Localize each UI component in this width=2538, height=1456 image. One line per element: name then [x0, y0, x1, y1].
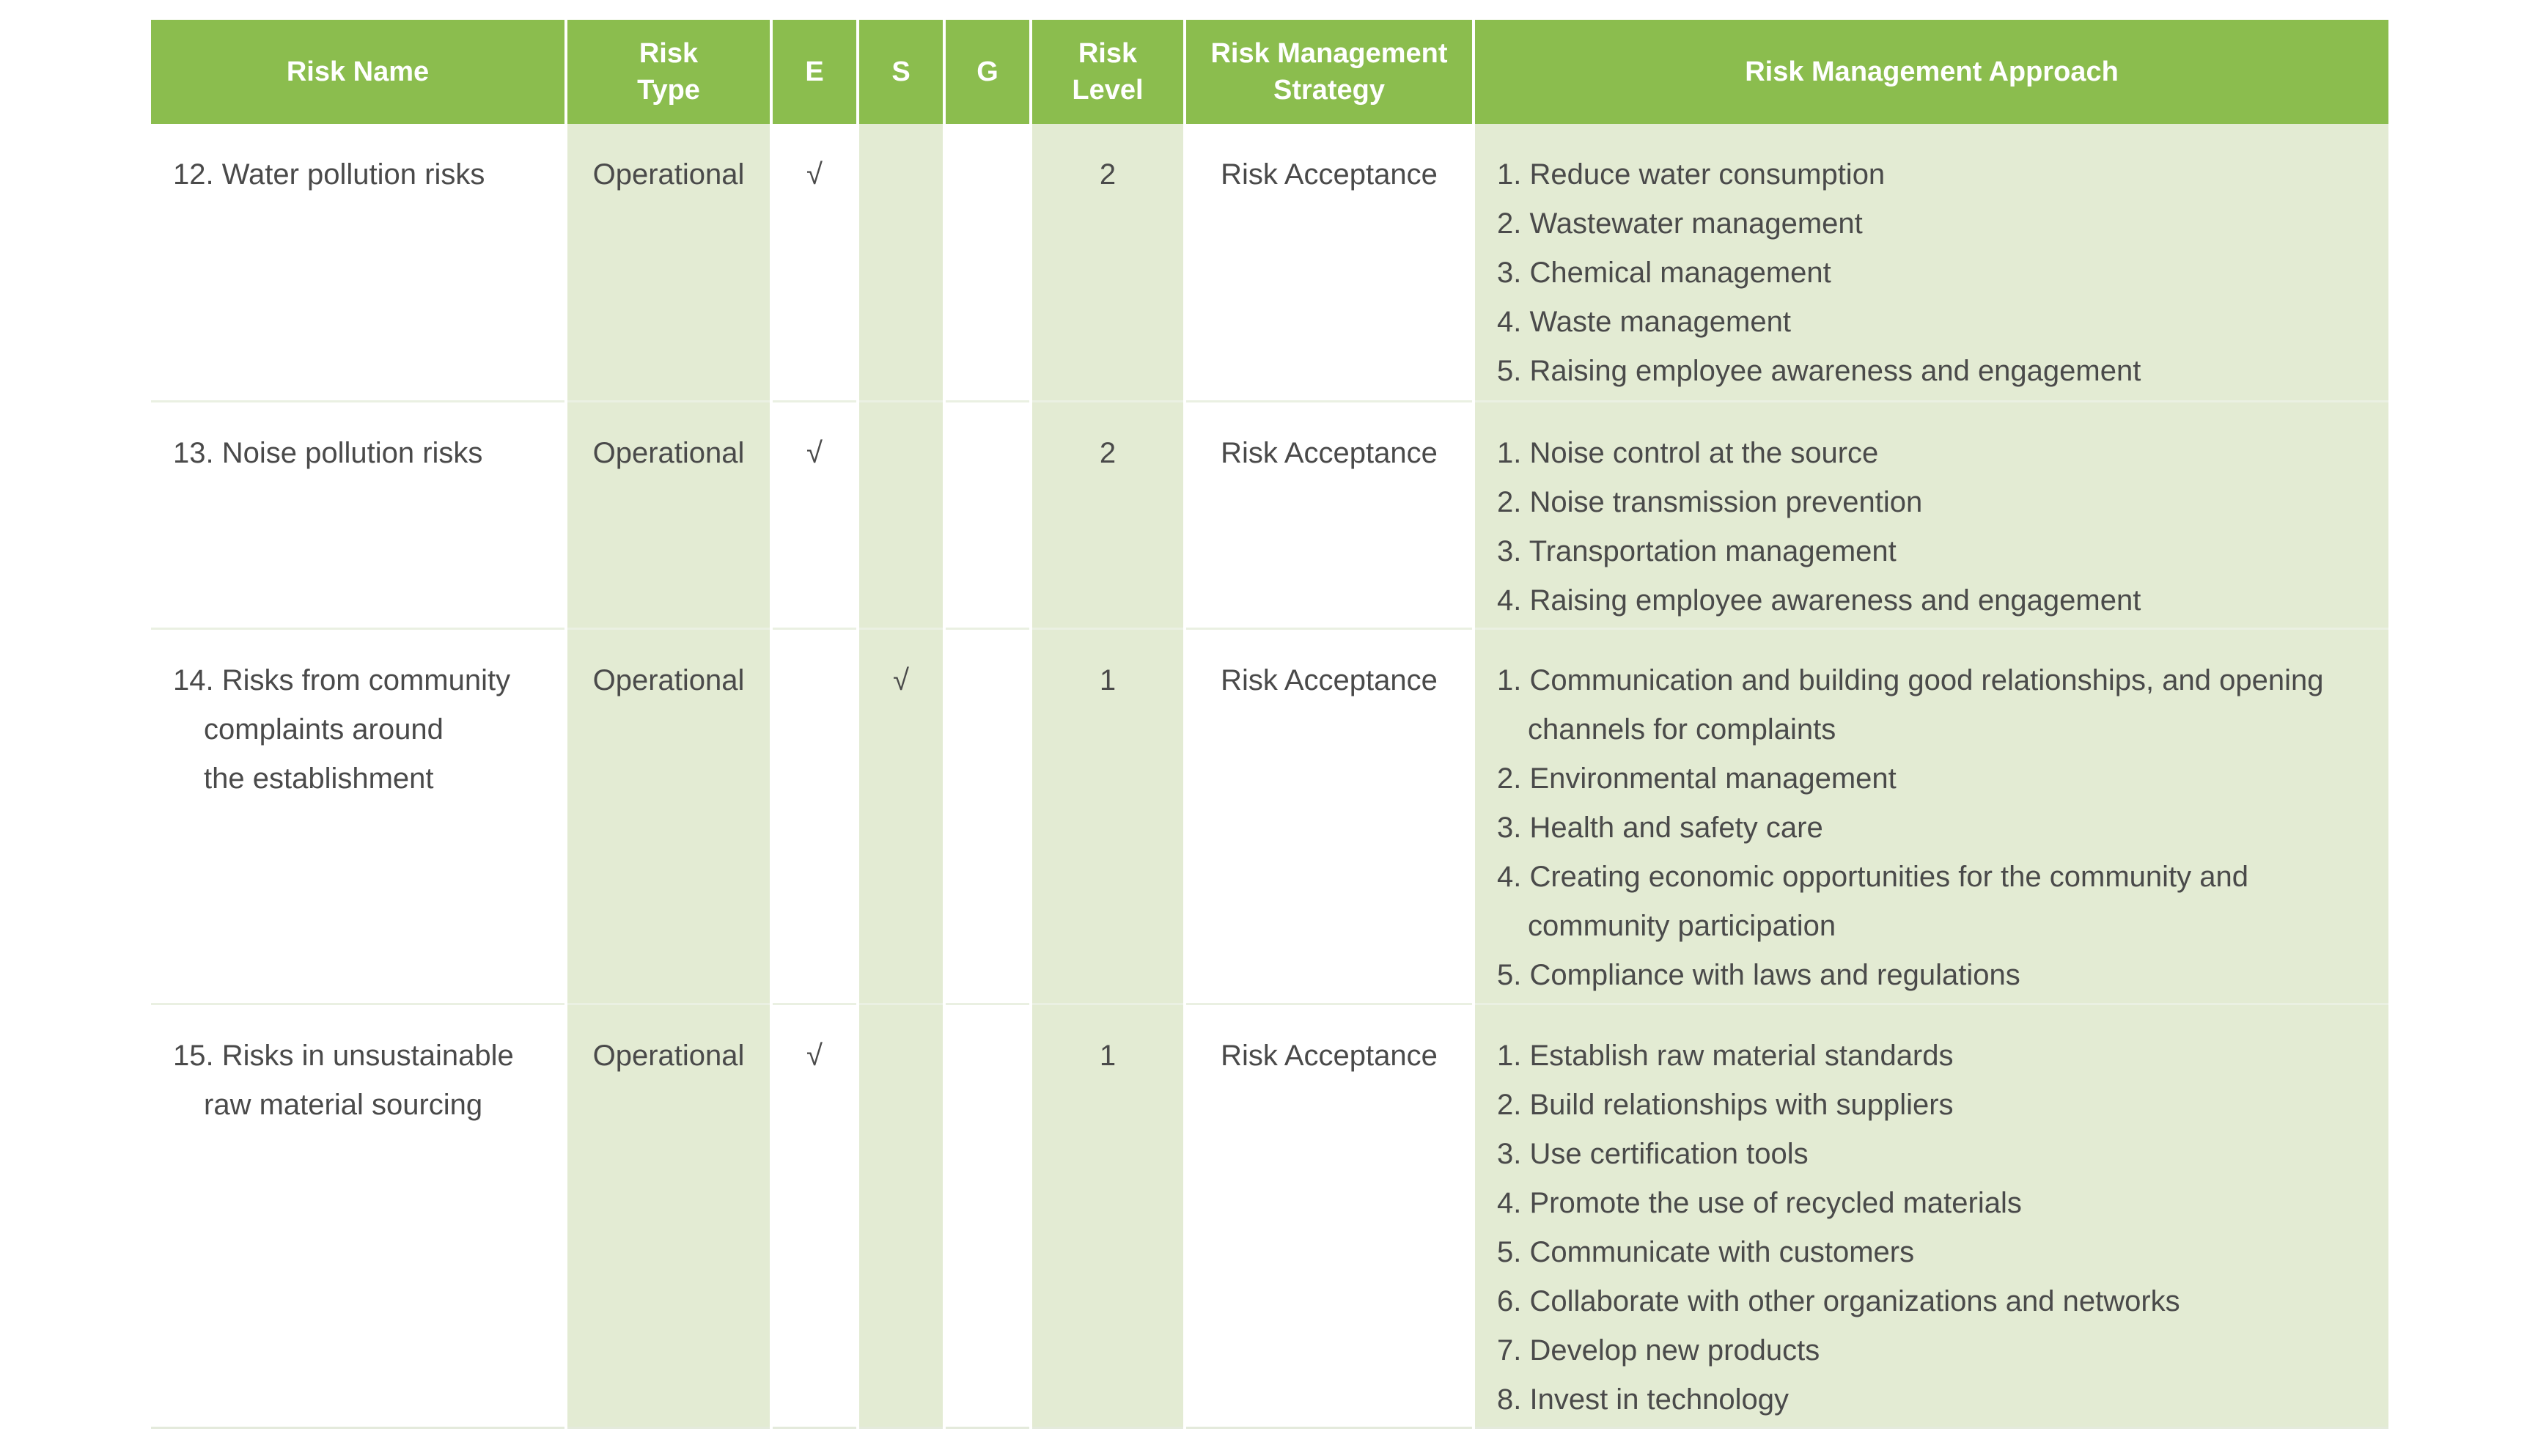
approach-item: 2. Noise transmission prevention: [1497, 485, 1923, 518]
risk-name: 14. Risks from community complaints around the establishment: [173, 663, 511, 795]
header-s: S: [858, 20, 944, 124]
risk-level: 1: [1031, 1004, 1185, 1427]
approach-item: 1. Noise control at the source: [1497, 436, 1879, 469]
e-check: √: [771, 1004, 858, 1427]
risk-type: Operational: [566, 628, 771, 1004]
risk-type: Operational: [566, 1004, 771, 1427]
table-header: [151, 20, 2388, 124]
header-risk-name: Risk Name: [151, 20, 566, 124]
approach-item: 3. Transportation management: [1497, 534, 1897, 567]
e-check: [771, 628, 858, 1004]
g-check: [944, 124, 1031, 401]
header-risk-level: Risk Level: [1031, 20, 1185, 124]
header-e: E: [771, 20, 858, 124]
approach-item: 3. Chemical management: [1497, 257, 1831, 289]
risk-level: 2: [1031, 401, 1185, 628]
table-row: [151, 628, 2388, 1004]
approach-item: 3. Use certification tools: [1497, 1137, 1809, 1170]
header-strategy: Risk Management Strategy: [1185, 20, 1474, 124]
approach-item: 6. Collaborate with other organizations and networks: [1497, 1284, 2180, 1317]
approach-item: 1. Reduce water consumption: [1497, 158, 1886, 191]
approach-item: 5. Communicate with customers: [1497, 1235, 1915, 1268]
approach-item: 4. Raising employee awareness and engagement: [1497, 584, 2141, 617]
approach-item: 5. Compliance with laws and regulations: [1497, 958, 2020, 991]
approach-list: [1497, 150, 2359, 396]
risk-table: [151, 20, 2388, 1429]
header-approach: Risk Management Approach: [1474, 20, 2388, 124]
approach-cell: [1474, 628, 2388, 1004]
approach-item: 4. Waste management: [1497, 306, 1791, 338]
risk-strategy: Risk Acceptance: [1185, 401, 1474, 628]
risk-name-cell: [151, 1004, 566, 1427]
s-check: √: [858, 628, 944, 1004]
approach-cell: [1474, 1004, 2388, 1427]
risk-strategy: Risk Acceptance: [1185, 628, 1474, 1004]
risk-name-cell: [151, 628, 566, 1004]
risk-type: Operational: [566, 401, 771, 628]
risk-name: 13. Noise pollution risks: [173, 436, 483, 469]
risk-name-cell: [151, 401, 566, 628]
s-check: [858, 124, 944, 401]
approach-item: 1. Establish raw material standards: [1497, 1039, 1954, 1072]
approach-list: [1497, 656, 2359, 1000]
risk-strategy: Risk Acceptance: [1185, 124, 1474, 401]
risk-type: Operational: [566, 124, 771, 401]
risk-level: 1: [1031, 628, 1185, 1004]
risk-level: 2: [1031, 124, 1185, 401]
risk-name: 12. Water pollution risks: [173, 158, 485, 191]
g-check: [944, 401, 1031, 628]
table-row: [151, 401, 2388, 628]
approach-item: 2. Wastewater management: [1497, 207, 1863, 240]
header-g: G: [944, 20, 1031, 124]
risk-name: 15. Risks in unsustainable raw material sourcing: [173, 1039, 514, 1121]
table-row: [151, 1004, 2388, 1427]
g-check: [944, 1004, 1031, 1427]
approach-list: [1497, 429, 2359, 625]
approach-item: 2. Environmental management: [1497, 762, 1897, 795]
approach-item: 4. Creating economic opportunities for the community and community participation: [1497, 860, 2248, 942]
g-check: [944, 628, 1031, 1004]
s-check: [858, 401, 944, 628]
approach-item: 8. Invest in technology: [1497, 1383, 1790, 1416]
approach-item: 7. Develop new products: [1497, 1334, 1820, 1367]
e-check: √: [771, 401, 858, 628]
e-check: √: [771, 124, 858, 401]
header-row: [151, 20, 2388, 124]
approach-cell: [1474, 401, 2388, 628]
approach-item: 4. Promote the use of recycled materials: [1497, 1186, 2022, 1219]
s-check: [858, 1004, 944, 1427]
approach-item: 3. Health and safety care: [1497, 811, 1823, 844]
table-body: [151, 124, 2388, 1427]
approach-list: [1497, 1032, 2359, 1424]
approach-cell: [1474, 124, 2388, 401]
risk-strategy: Risk Acceptance: [1185, 1004, 1474, 1427]
approach-item: 1. Communication and building good relationships, and opening channels for complaints: [1497, 663, 2324, 746]
table-row: [151, 124, 2388, 401]
header-risk-type: Risk Type: [566, 20, 771, 124]
risk-name-cell: [151, 124, 566, 401]
approach-item: 5. Raising employee awareness and engagement: [1497, 355, 2141, 387]
approach-item: 2. Build relationships with suppliers: [1497, 1088, 1954, 1121]
